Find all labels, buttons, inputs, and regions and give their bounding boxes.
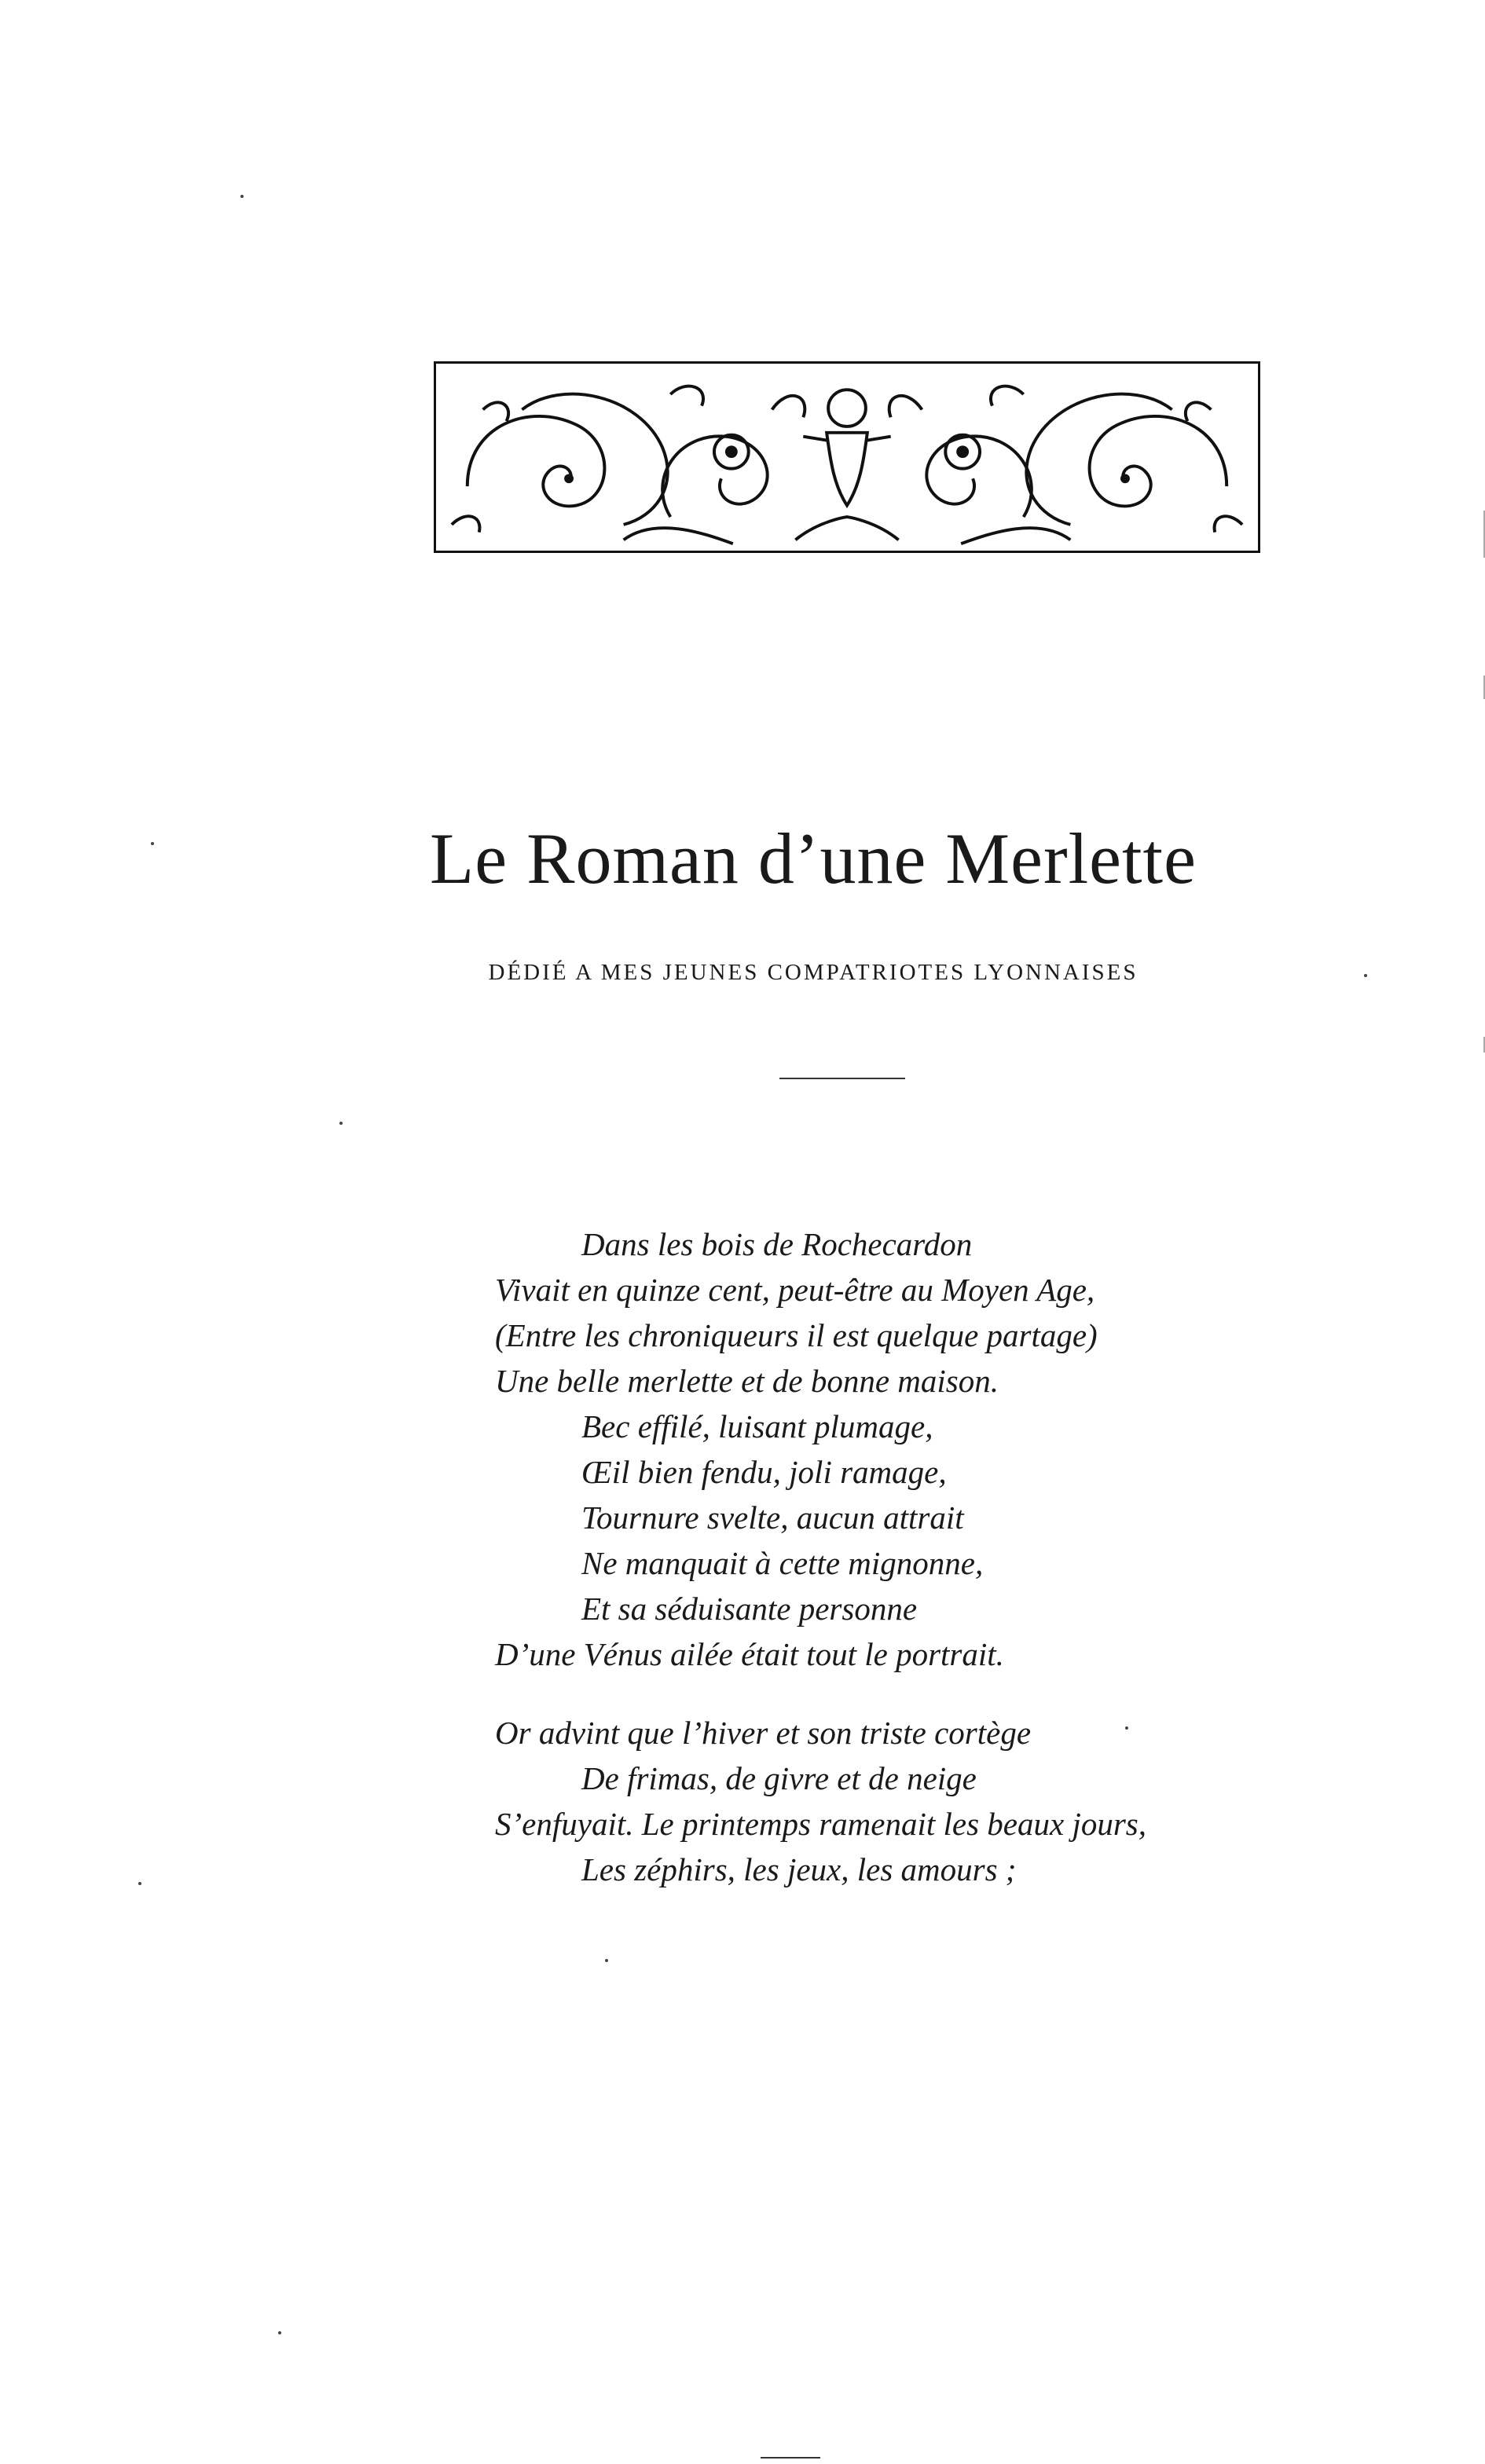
scan-speck	[605, 1959, 608, 1962]
verse-line: S’enfuyait. Le printemps ramenait les beaux jours,	[495, 1806, 1147, 1842]
scan-speck	[240, 195, 244, 198]
scan-speck	[138, 1882, 141, 1885]
poem-title: Le Roman d’une Merlette	[430, 818, 1197, 899]
scan-speck	[339, 1122, 343, 1125]
verse-line: Les zéphirs, les jeux, les amours ;	[581, 1851, 1017, 1887]
scan-speck	[1364, 974, 1367, 977]
verse-line: Vivait en quinze cent, peut-être au Moyen Age,	[495, 1272, 1095, 1308]
verse-line: Œil bien fendu, joli ramage,	[581, 1454, 947, 1490]
scan-speck	[278, 2331, 281, 2334]
verse-line: D’une Vénus ailée était tout le portrait.	[495, 1636, 1004, 1672]
verse-line: Dans les bois de Rochecardon	[581, 1226, 973, 1262]
verse-line: Ne manquait à cette mignonne,	[581, 1545, 984, 1581]
footer-rule	[761, 2457, 820, 2459]
scan-speck	[1125, 1726, 1128, 1730]
dedication-line: DÉDIÉ A MES JEUNES COMPATRIOTES LYONNAISES	[488, 960, 1138, 985]
verse-line: De frimas, de givre et de neige	[581, 1760, 977, 1796]
scan-speck	[151, 842, 154, 845]
verse-line: Et sa séduisante personne	[581, 1591, 918, 1627]
verse-line: Une belle merlette et de bonne maison.	[495, 1363, 999, 1399]
verse-line: Or advint que l’hiver et son triste cortège	[495, 1715, 1032, 1751]
verse-line: Tournure svelte, aucun attrait	[581, 1499, 964, 1536]
verse-line: Bec effilé, luisant plumage,	[581, 1408, 933, 1444]
verse-line: (Entre les chroniqueurs il est quelque partage)	[495, 1317, 1098, 1353]
